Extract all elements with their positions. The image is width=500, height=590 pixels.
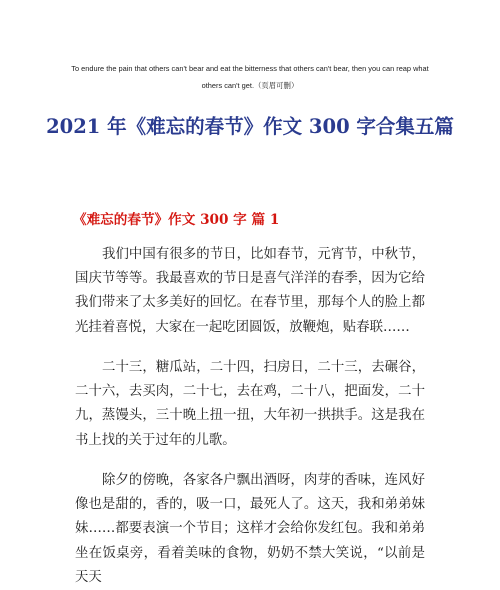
- paragraph-1: 我们中国有很多的节日，比如春节，元宵节，中秋节，国庆节等等。我最喜欢的节日是喜气洋洋的春季，因为它给我们带来了太多美好的回忆。在春节里，那每个人的脸上都光挂着喜悦，大家在一起吃团圆饭，放鞭炮，贴春联……: [75, 247, 425, 335]
- header-note-line-2: others can't get.（页眉可删）: [201, 81, 299, 90]
- paragraph-3: 除夕的傍晚，各家各户飘出酒呀，肉芽的香味，连风好像也是甜的，香的，吸一口，最死人了。这天，我和弟弟妹妹……都要表演一个节目；这样才会给你发红包。我和弟弟坐在饭桌旁，看着美味的食物，奶奶不禁大笑说，“以前是天天: [75, 473, 425, 585]
- section-heading: 《难忘的春节》作文 300 字 篇 1: [73, 212, 280, 228]
- header-note-line-1: To endure the pain that others can't bear and eat the bitterness that others can't bear, then you can reap what: [71, 64, 429, 73]
- paragraph-2: 二十三，糖瓜站，二十四，扫房日，二十三，去碾谷，二十六，去买肉，二十七，去在鸡，二十八，把面发，二十九，蒸馒头，三十晚上扭一扭，大年初一拱拱手。这是我在书上找的关于过年的儿歌。: [75, 360, 425, 448]
- document-title: 2021 年《难忘的春节》作文 300 字合集五篇: [46, 115, 454, 138]
- header-note: [60, 60, 440, 94]
